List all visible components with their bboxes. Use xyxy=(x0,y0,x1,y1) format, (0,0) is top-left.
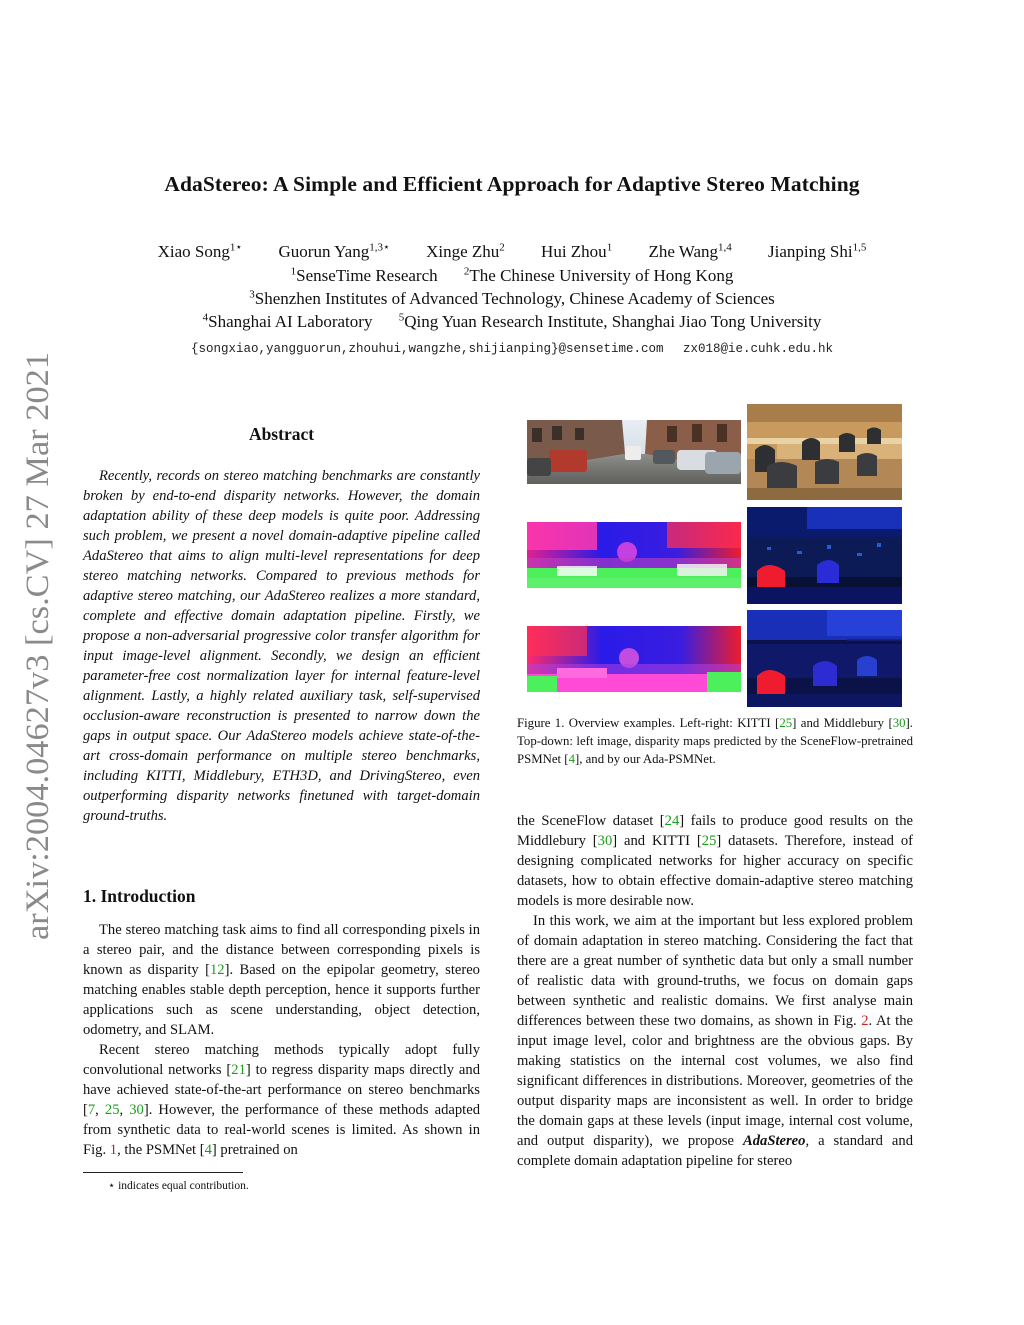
right-paragraph-2: In this work, we aim at the important but less explored problem of domain adaptation in stereo matching. Considering the fact that there are a great number of synthetic data but only a small number of realistic data with ground-truths, we focus on domain gaps between synthetic and realistic domains. We first analyse main differences between these two domains, as shown in Fig. 2. At the input image level, color and brightness are the obvious gaps. By making statistics on the internal cost volumes, we also find significant differences in distributions. Moreover, geometries of the output disparity maps are inconsistent as well. In order to bridge the domain gaps at these levels (input image, internal cost volume, and output disparity), we propose AdaStereo, a standard and complete domain adaptation pipeline for stereo xyxy=(517,913,914,1169)
middlebury-psmnet-disparity xyxy=(747,507,902,604)
affiliation: $^4$Shanghai AI Laboratory xyxy=(202,311,373,331)
intro-paragraph-1: The stereo matching task aims to find all corresponding pixels in a stereo pair, and the distance between corresponding pixels is known as disparity [12]. Based on the epipolar geometry, stereo matching enables stable depth perception, hence it supports further applications such as scene understanding, object detection, odometry, and SLAM. xyxy=(83,922,480,1038)
abstract-body xyxy=(83,466,480,826)
email: zx018@ie.cuhk.edu.hk xyxy=(683,342,834,356)
figure-reference-link[interactable]: 1 xyxy=(109,1142,118,1158)
footnote-rule xyxy=(83,1172,243,1173)
right-paragraph-1: the SceneFlow dataset [24] fails to produce good results on the Middlebury [30] and KITTI [25] datasets. Therefore, instead of designing complicated networks for higher accuracy on specific datasets, how to obtain effective domain-adaptive stereo matching models is more desirable now. xyxy=(517,813,914,909)
method-name: AdaStereo xyxy=(743,1133,806,1149)
kitti-ada-psmnet-disparity xyxy=(527,626,741,692)
middlebury-ada-psmnet-disparity xyxy=(747,610,902,707)
affiliation: $^3$Shenzhen Institutes of Advanced Technology, Chinese Academy of Sciences xyxy=(249,288,775,308)
email-line xyxy=(0,338,1024,361)
intro-paragraph-2: Recent stereo matching methods typically adopt fully convolutional networks [21] to regress disparity maps directly and have achieved state-of-the-art performance on stereo benchmarks [7, 25, 30]. However, the performance of these methods adapted from synthetic data to real-world scenes is limited. As shown in Fig. 1, the PSMNet [4] pretrained on xyxy=(83,1042,480,1158)
citation-link[interactable]: 4 xyxy=(204,1142,212,1158)
citation-link[interactable]: 12 xyxy=(209,962,225,978)
author-list xyxy=(0,240,1024,263)
figure-1-caption: Figure 1. Overview examples. Left-right: KITTI [25] and Middlebury [30]. Top-down: left image, disparity maps predicted by the SceneFlow-pretrained PSMNet [4], and by our Ada-PSMNet. xyxy=(517,716,913,766)
footnote: ⋆ indicates equal contribution. xyxy=(108,1180,249,1192)
citation-link[interactable]: 4 xyxy=(568,752,575,766)
citation-link[interactable]: 30 xyxy=(597,833,613,849)
affiliation: $^2$The Chinese University of Hong Kong xyxy=(463,265,734,285)
affiliation-line-1 xyxy=(0,264,1024,287)
author: Xinge Zhu$^2$ xyxy=(426,241,505,261)
arxiv-identifier-text: arXiv:2004.04627v3 [cs.CV] 27 Mar 2021 xyxy=(20,375,56,940)
email: {songxiao,yangguorun,zhouhui,wangzhe,shijianping}@sensetime.com xyxy=(190,342,664,356)
author: Zhe Wang$^{1,4}$ xyxy=(648,241,732,261)
abstract-heading: Abstract xyxy=(248,424,315,444)
affiliation-line-3 xyxy=(0,310,1024,333)
right-column-body xyxy=(517,811,913,1171)
author: Xiao Song$^{1⋆}$ xyxy=(157,241,243,261)
citation-link[interactable]: 7 xyxy=(87,1102,96,1118)
affiliation: $^5$Qing Yuan Research Institute, Shanghai Jiao Tong University xyxy=(398,311,822,331)
citation-link[interactable]: 25 xyxy=(779,716,793,730)
citation-link[interactable]: 25 xyxy=(701,833,717,849)
affiliation-line-2 xyxy=(0,287,1024,310)
citation-link[interactable]: 24 xyxy=(664,813,680,829)
arxiv-identifier xyxy=(8,350,58,940)
middlebury-left-image xyxy=(747,404,902,500)
intro-heading: 1. Introduction xyxy=(83,886,196,906)
figure-reference-link[interactable]: 2 xyxy=(861,1013,869,1029)
intro-body xyxy=(83,920,480,1160)
citation-link[interactable]: 21 xyxy=(231,1062,246,1078)
kitti-psmnet-disparity xyxy=(527,522,741,588)
paper-title: AdaStereo: A Simple and Efficient Approach for Adaptive Stereo Matching xyxy=(164,172,860,196)
abstract-text: Recently, records on stereo matching benchmarks are constantly broken by end-to-end disparity networks. However, the domain adaptation ability of these deep models is quite poor. Addressing such problem, we present a novel domain-adaptive pipeline called AdaStereo that aims to align multi-level representations for deep stereo matching networks. Compared to previous methods for adaptive stereo matching, our AdaStereo realizes a more standard, complete and effective domain adaptation pipeline. Firstly, we propose a non-adversarial progressive color transfer algorithm for input image-level alignment. Secondly, we design an efficient parameter-free cost normalization layer for internal feature-level alignment. Lastly, a highly related auxiliary task, self-supervised occlusion-aware reconstruction is presented to narrow down the gaps in output space. Our AdaStereo models achieve state-of-the-art cross-domain performance on multiple stereo benchmarks, including KITTI, Middlebury, ETH3D, and DrivingStereo, even outperforming disparity networks finetuned with target-domain ground-truths. xyxy=(83,468,480,824)
citation-link[interactable]: 30 xyxy=(892,716,906,730)
author: Jianping Shi$^{1,5}$ xyxy=(768,241,867,261)
kitti-left-image xyxy=(527,420,741,484)
citation-link[interactable]: 25 xyxy=(104,1102,120,1118)
author: Hui Zhou$^1$ xyxy=(541,241,613,261)
affiliation: $^1$SenseTime Research xyxy=(290,265,438,285)
author: Guorun Yang$^{1,3⋆}$ xyxy=(278,241,390,261)
citation-link[interactable]: 30 xyxy=(129,1102,144,1118)
